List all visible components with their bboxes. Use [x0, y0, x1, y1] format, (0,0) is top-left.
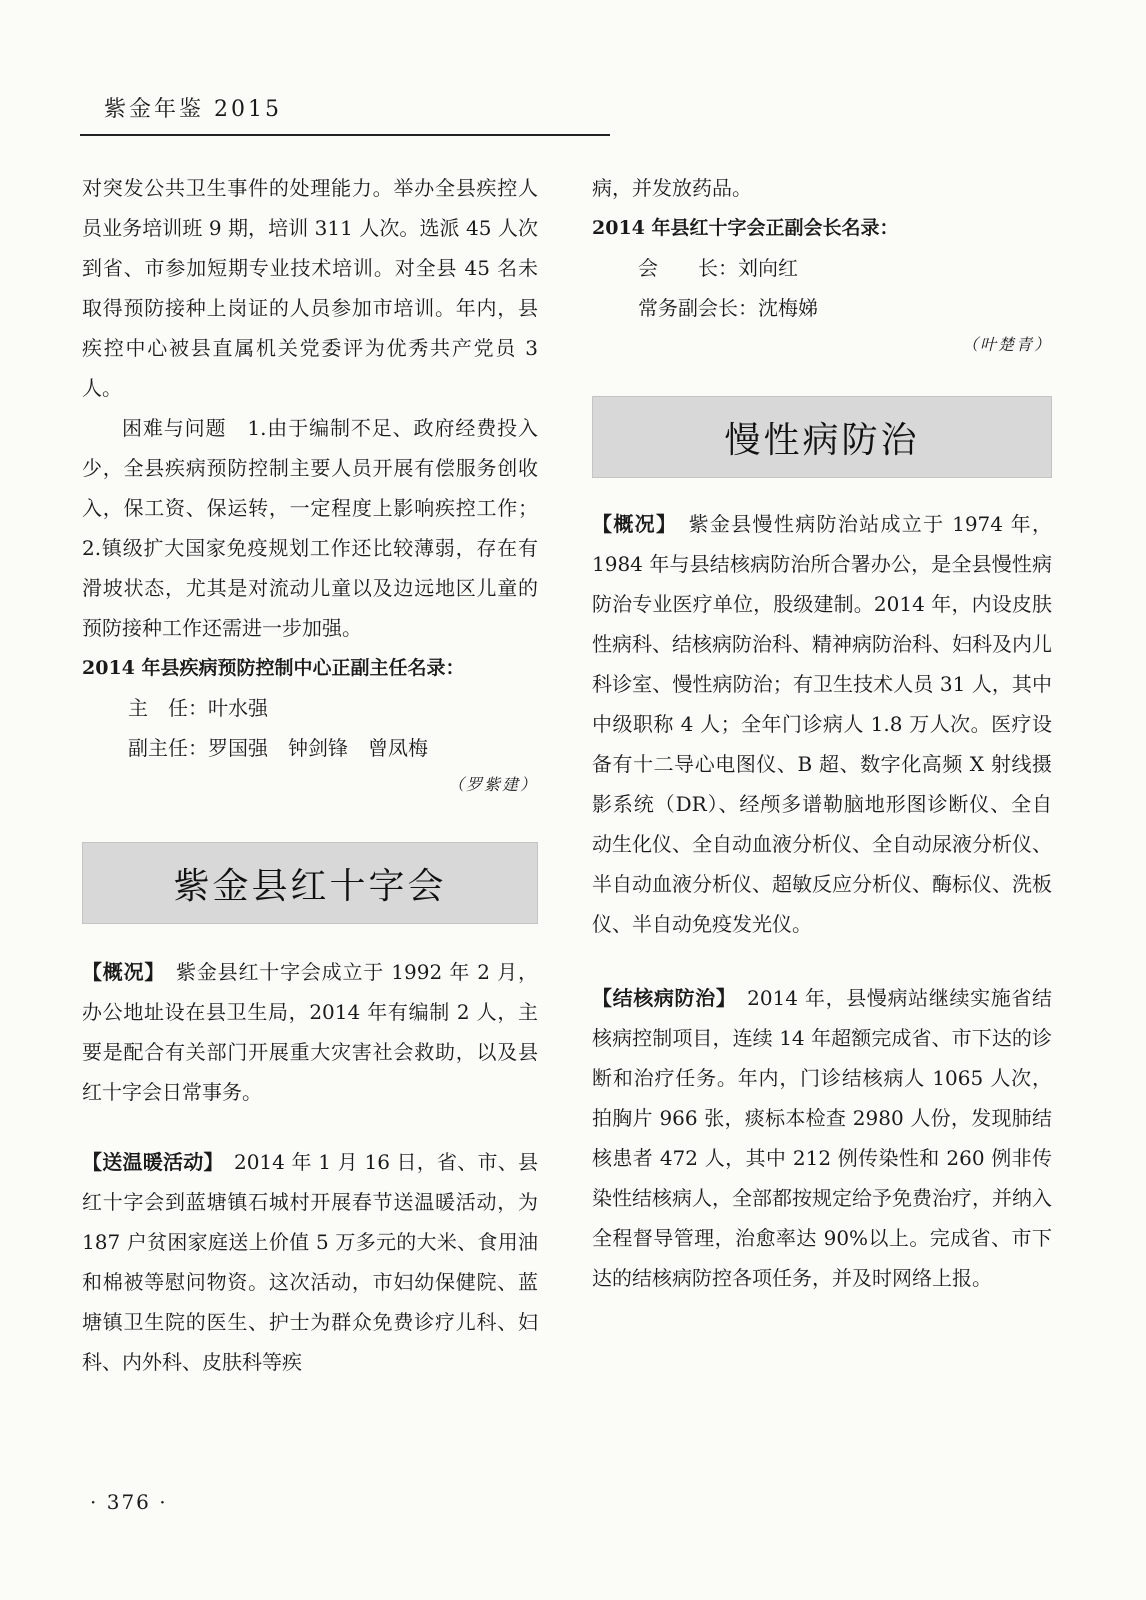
- overview-text: 紫金县慢性病防治站成立于 1974 年，1984 年与县结核病防治所合署办公，是全县慢性病防治专业医疗单位，股级建制。2014 年，内设皮肤性病科、结核病防治科、精神病防治科、妇科及内儿科诊室、慢性病防治；有卫生技术人员 31 人，其中中级职称 4 人；全年门诊病人 1.8 万人次。医疗设备有十二导心电图仪、B 超、数字化高频 X 射线摄影系统（DR）、经颅多谱勒脑地形图诊断仪、全自动生化仪、全自动血液分析仪、全自动尿液分析仪、半自动血液分析仪、超敏反应分析仪、酶标仪、洗板仪、半自动免疫发光仪。: [592, 512, 1052, 936]
- red-cross-roster-title: 2014 年县红十字会正副会长名录：: [592, 217, 899, 239]
- overview-tag: 【概况】: [592, 512, 668, 536]
- overview-text: 紫金县红十字会成立于 1992 年 2 月，办公地址设在县卫生局，2014 年有编制 2 人，主要是配合有关部门开展重大灾害社会救助，以及县红十字会日常事务。: [82, 960, 538, 1104]
- warmth-activity: [82, 1142, 538, 1382]
- tb-prevention: [592, 978, 1052, 1298]
- left-byline: （罗紫建）: [447, 775, 538, 794]
- chronic-overview: [592, 504, 1052, 944]
- cdc-roster-deputies: 副主任：罗国强 钟剑锋 曾凤梅: [128, 736, 428, 760]
- running-head: 紫金年鉴 2015: [104, 97, 282, 122]
- page-number: · 376 ·: [90, 1490, 168, 1514]
- warmth-tag: 【送温暖活动】: [82, 1150, 214, 1174]
- left-paragraph-difficulties: 困难与问题 1.由于编制不足、政府经费投入少，全县疾病预防控制主要人员开展有偿服务创收入，保工资、保运转，一定程度上影响疾控工作；2.镇级扩大国家免疫规划工作还比较薄弱，存在有滑坡状态，尤其是对流动儿童以及边远地区儿童的预防接种工作还需进一步加强。: [82, 416, 538, 640]
- red-cross-roster-vice: 常务副会长：沈梅娣: [638, 296, 818, 320]
- red-cross-overview: [82, 952, 538, 1112]
- red-cross-roster-president: 会 长：刘向红: [638, 256, 798, 280]
- header-rule: [80, 134, 610, 136]
- overview-tag: 【概况】: [82, 960, 156, 984]
- left-column: [82, 168, 538, 1382]
- section-banner-red-cross: 紫金县红十字会: [82, 842, 538, 924]
- right-continuation: 病，并发放药品。: [592, 176, 752, 200]
- tb-tag: 【结核病防治】: [592, 986, 727, 1010]
- cdc-roster-director: 主 任：叶水强: [128, 696, 268, 720]
- warmth-text: 2014 年 1 月 16 日，省、市、县红十字会到蓝塘镇石城村开展春节送温暖活动，为 187 户贫困家庭送上价值 5 万多元的大米、食用油和棉被等慰问物资。这次活动，市妇幼保健院、蓝塘镇卫生院的医生、护士为群众免费诊疗儿科、妇科、内外科、皮肤科等疾: [82, 1150, 539, 1374]
- cdc-roster-title: 2014 年县疾病预防控制中心正副主任名录：: [82, 657, 465, 679]
- section-banner-chronic-disease: 慢性病防治: [592, 396, 1052, 478]
- left-paragraph-1: 对突发公共卫生事件的处理能力。举办全县疾控人员业务培训班 9 期，培训 311 人次。选派 45 人次到省、市参加短期专业技术培训。对全县 45 名未取得预防接种上岗证的人员参加市培训。年内，县疾控中心被县直属机关党委评为优秀共产党员 3 人。: [82, 176, 538, 400]
- right-byline: （叶楚青）: [961, 335, 1052, 354]
- tb-text: 2014 年，县慢病站继续实施省结核病控制项目，连续 14 年超额完成省、市下达的诊断和治疗任务。年内，门诊结核病人 1065 人次，拍胸片 966 张，痰标本检查 2980 人份，发现肺结核患者 472 人，其中 212 例传染性和 260 例非传染性结核病人，全部都按规定给予免费治疗，并纳入全程督导管理，治愈率达 90%以上。完成省、市下达的结核病防控各项任务，并及时网络上报。: [592, 986, 1053, 1290]
- right-column: [592, 168, 1052, 1298]
